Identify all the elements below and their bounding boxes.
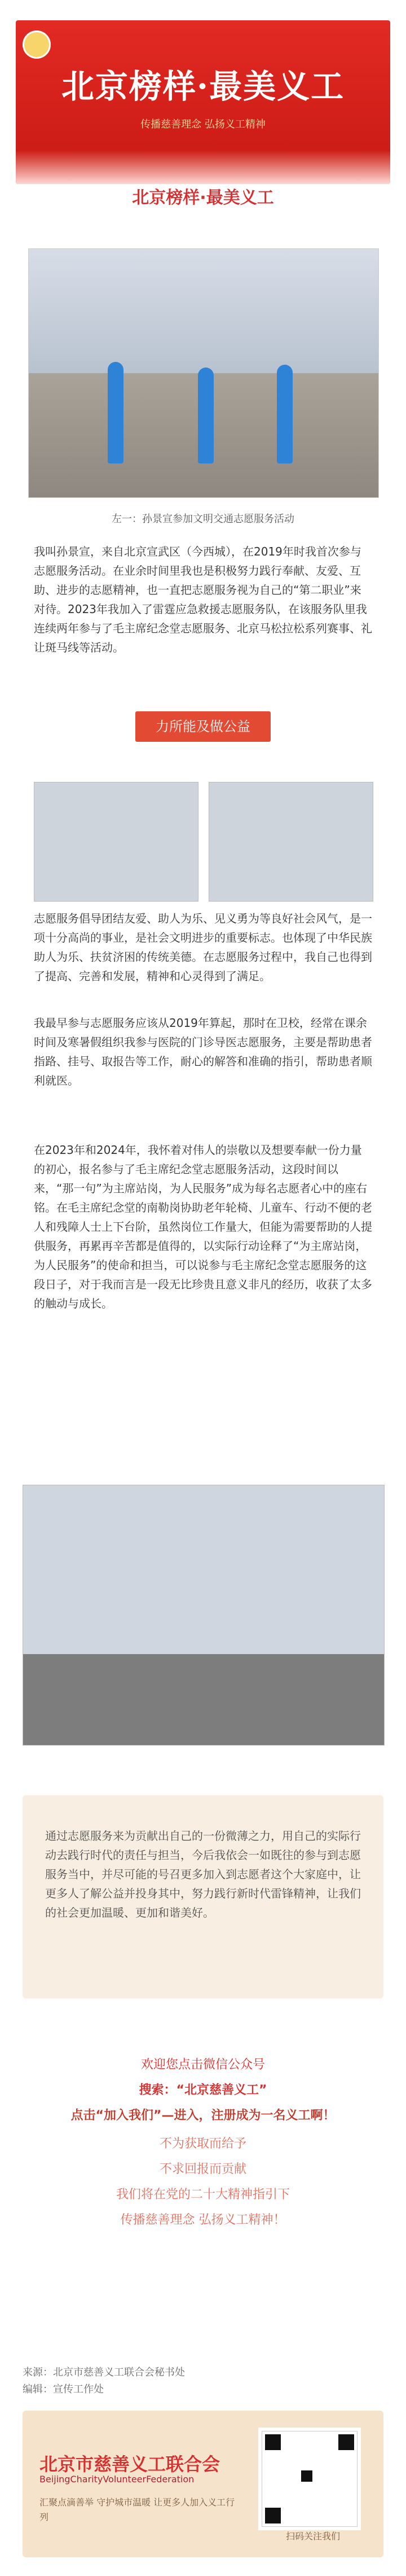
invite-line-1: 欢迎您点击微信公众号 bbox=[140, 2058, 265, 2072]
banner-title: 北京榜样·最美义工 bbox=[61, 67, 345, 106]
invite-line-7: 传播慈善理念 弘扬义工精神！ bbox=[120, 2213, 286, 2227]
invite-line-4: 不为获取而给予 bbox=[159, 2137, 246, 2151]
intro-paragraph: 我叫孙景宣，来自北京宣武区（今西城），在2019年时我首次参与志愿服务活动。在业余时间里我也是积极努力践行奉献、友爱、互助、进步的志愿精神，也一直把志愿服务视为自己的“第二职业”来对待。2023年我加入了雷霆应急救援志愿服务队，在该服务队里我连续两年参与了毛主席纪念堂志愿服务、北京马松拉松系列赛事、礼让斑马线等活动。 bbox=[34, 545, 372, 654]
closing-callout-box bbox=[23, 1795, 383, 1998]
qr-code-label: 扫码关注我们 bbox=[285, 2531, 340, 2542]
closing-callout-text: 通过志愿服务来为贡献出自己的一份微薄之力，用自己的实际行动去践行时代的责任与担当，今后我依会一如既往的参与到志愿服务当中，并尽可能的号召更多加入到志愿者这个大家庭中，让更多人了解公益并投身其中，努力践行新时代雷锋精神，让我们的社会更加温暖、更加和谐美好。 bbox=[45, 1829, 361, 1919]
photo-group-volunteers bbox=[23, 1485, 385, 1746]
photo-wheelchair-assist bbox=[209, 782, 373, 902]
banner-wave-decoration bbox=[16, 150, 390, 184]
section-header: 北京榜样·最美义工 bbox=[132, 188, 274, 208]
banner-slogan: 传播慈善理念 弘扬义工精神 bbox=[140, 119, 266, 130]
invite-line-2: 搜索：“北京慈善义工” bbox=[139, 2083, 267, 2097]
federation-logo-icon bbox=[23, 30, 51, 59]
invite-line-3: 点击“加入我们”—进入，注册成为一名义工啊！ bbox=[70, 2109, 336, 2123]
header-banner bbox=[16, 20, 390, 184]
photo-volunteers-street bbox=[28, 248, 379, 498]
section-tag-button[interactable]: 力所能及做公益 bbox=[135, 711, 271, 742]
photo1-caption: 左一：孙景宣参加文明交通志愿服务活动 bbox=[112, 513, 294, 525]
federation-footer-card bbox=[23, 2411, 383, 2557]
photo-hospital-volunteers bbox=[34, 782, 198, 902]
paragraph-3: 在2023年和2024年，我怀着对伟人的崇敬以及想要奉献一份力量的初心，报名参与了毛主席纪念堂志愿服务活动，这段时间以来，“那一句”为主席站岗，为人民服务”成为每名志愿者心中的座右铭。在毛主席纪念堂的南勒岗协助老年轮椅、儿童车、行动不便的老人和残障人士上下台阶，虽然岗位工作量大，但能为需要帮助的人提供服务，再累再辛苦都是值得的，以实际行动诠释了“为主席站岗，为人民服务”的使命和担当，可以说参与毛主席纪念堂志愿服务的这段日子，对于我而言是一段无比珍贵且意义非凡的经历，收获了太多的触动与成长。 bbox=[34, 1143, 372, 1310]
paragraph-2: 我最早参与志愿服务应该从2019年算起，那时在卫校，经常在课余时间及寒暑假组织我参与医院的门诊导医志愿服务，主要是帮助患者指路、挂号、取报告等工作，耐心的解答和准确的指引，帮助患者顺利就医。 bbox=[34, 1016, 372, 1087]
paragraph-1: 志愿服务倡导团结友爱、助人为乐、见义勇为等良好社会风气，是一项十分高尚的事业，是社会文明进步的重要标志。也体现了中华民族助人为乐、扶贫济困的传统美德。在志愿服务过程中，我自己也得到了提高、完善和发展，精神和心灵得到了满足。 bbox=[34, 912, 372, 983]
footer-editor: 编辑：宣传工作处 bbox=[23, 2383, 104, 2395]
qr-code-icon[interactable] bbox=[258, 2428, 361, 2530]
federation-name-en: BeijingCharityVolunteerFederation bbox=[39, 2474, 195, 2485]
footer-source: 来源：北京市慈善义工联合会秘书处 bbox=[23, 2367, 185, 2378]
federation-note: 汇聚点滴善举 守护城市温暖 让更多人加入义工行列 bbox=[39, 2497, 235, 2522]
invite-line-5: 不求回报而贡献 bbox=[159, 2162, 246, 2176]
federation-name: 北京市慈善义工联合会 bbox=[39, 2453, 220, 2475]
invite-line-6: 我们将在党的二十大精神指引下 bbox=[116, 2188, 290, 2202]
